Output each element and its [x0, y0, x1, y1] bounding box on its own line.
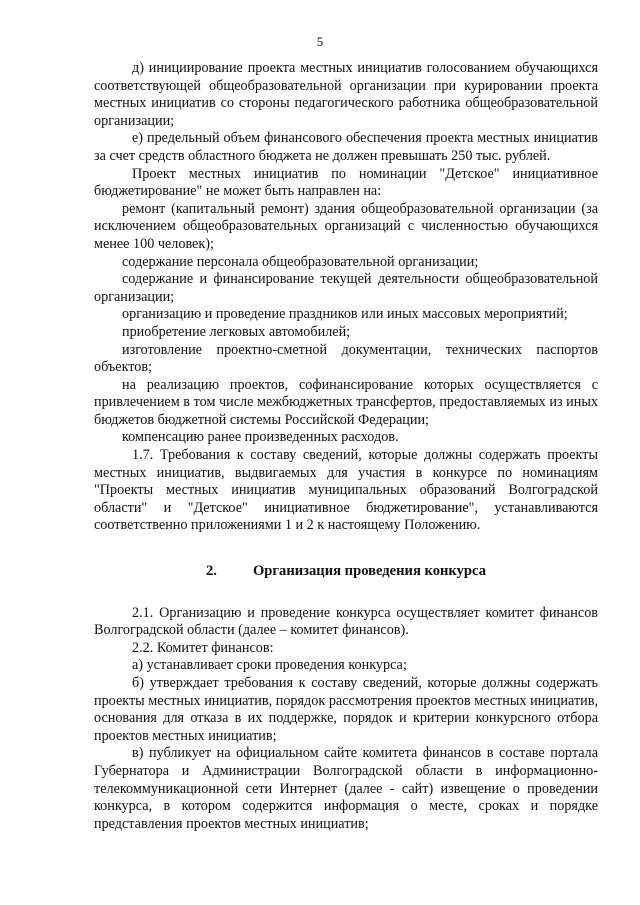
list-item: содержание персонала общеобразовательной организации; [122, 253, 479, 270]
list-item: организацию и проведение праздников или иных массовых мероприятий; [122, 306, 568, 323]
list-item: в) публикует на официальном сайте комитета финансов в составе портала Губернатора и Администрации Волгоградской области в информационно-телекоммуникационной сети Интернет (далее - сайт) извещение о проведении конкурса, в котором содержится информация о месте, сроках и порядке представления проектов местных инициатив; [94, 745, 598, 832]
list-item: б) утверждает требования к составу сведений, которые должны содержать проекты местных инициатив, порядок рассмотрения проектов местных инициатив, основания для отказа в их поддержке, порядок и критерии конкурсного отбора проектов местных инициатив; [94, 675, 598, 744]
list-item: ремонт (капитальный ремонт) здания общеобразовательной организации (за исключением общеобразовательных организаций с численностью обучающихся менее 100 человек); [94, 200, 598, 252]
list-item: изготовление проектно-сметной документации, технических паспортов объектов; [94, 341, 598, 376]
paragraph: 1.7. Требования к составу сведений, которые должны содержать проекты местных инициатив, выдвигаемых для участия в конкурсе по номинациям "Проекты местных инициатив муниципальных образований Волгоградской области" и "Детское" инициативное бюджетирование", устанавливаются соответственно приложениями 1 и 2 к настоящему Положению. [94, 447, 598, 534]
paragraph: д) инициирование проекта местных инициатив голосованием обучающихся соответствующей общеобразовательной организации при курировании проекта местных инициатив со стороны педагогического работника общеобразовательной организации; [94, 60, 598, 129]
list-item: содержание и финансирование текущей деятельности общеобразовательной организации; [94, 271, 598, 305]
paragraph: Проект местных инициатив по номинации "Детское" инициативное бюджетирование" не может быть направлен на: [94, 165, 598, 200]
section-title: Организация проведения конкурса [252, 563, 487, 580]
list-item: а) устанавливает сроки проведения конкурса; [132, 657, 407, 674]
list-item: компенсацию ранее произведенных расходов. [122, 429, 399, 446]
section-heading [94, 563, 598, 581]
paragraph: 2.1. Организацию и проведение конкурса осуществляет комитет финансов Волгоградской области (далее – комитет финансов). [94, 604, 598, 639]
paragraph: е) предельный объем финансового обеспечения проекта местных инициатив за счет средств областного бюджета не должен превышать 250 тыс. рублей. [94, 130, 598, 164]
page-number: 5 [316, 34, 324, 49]
list-item: на реализацию проектов, софинансирование которых осуществляется с привлечением в том числе межбюджетных трансфертов, предоставляемых из иных бюджетов бюджетной системы Российской Федерации; [94, 376, 598, 428]
document-body [94, 60, 598, 833]
section-number: 2. [205, 563, 217, 580]
paragraph: 2.2. Комитет финансов: [132, 639, 274, 656]
list-item: приобретение легковых автомобилей; [122, 323, 351, 340]
